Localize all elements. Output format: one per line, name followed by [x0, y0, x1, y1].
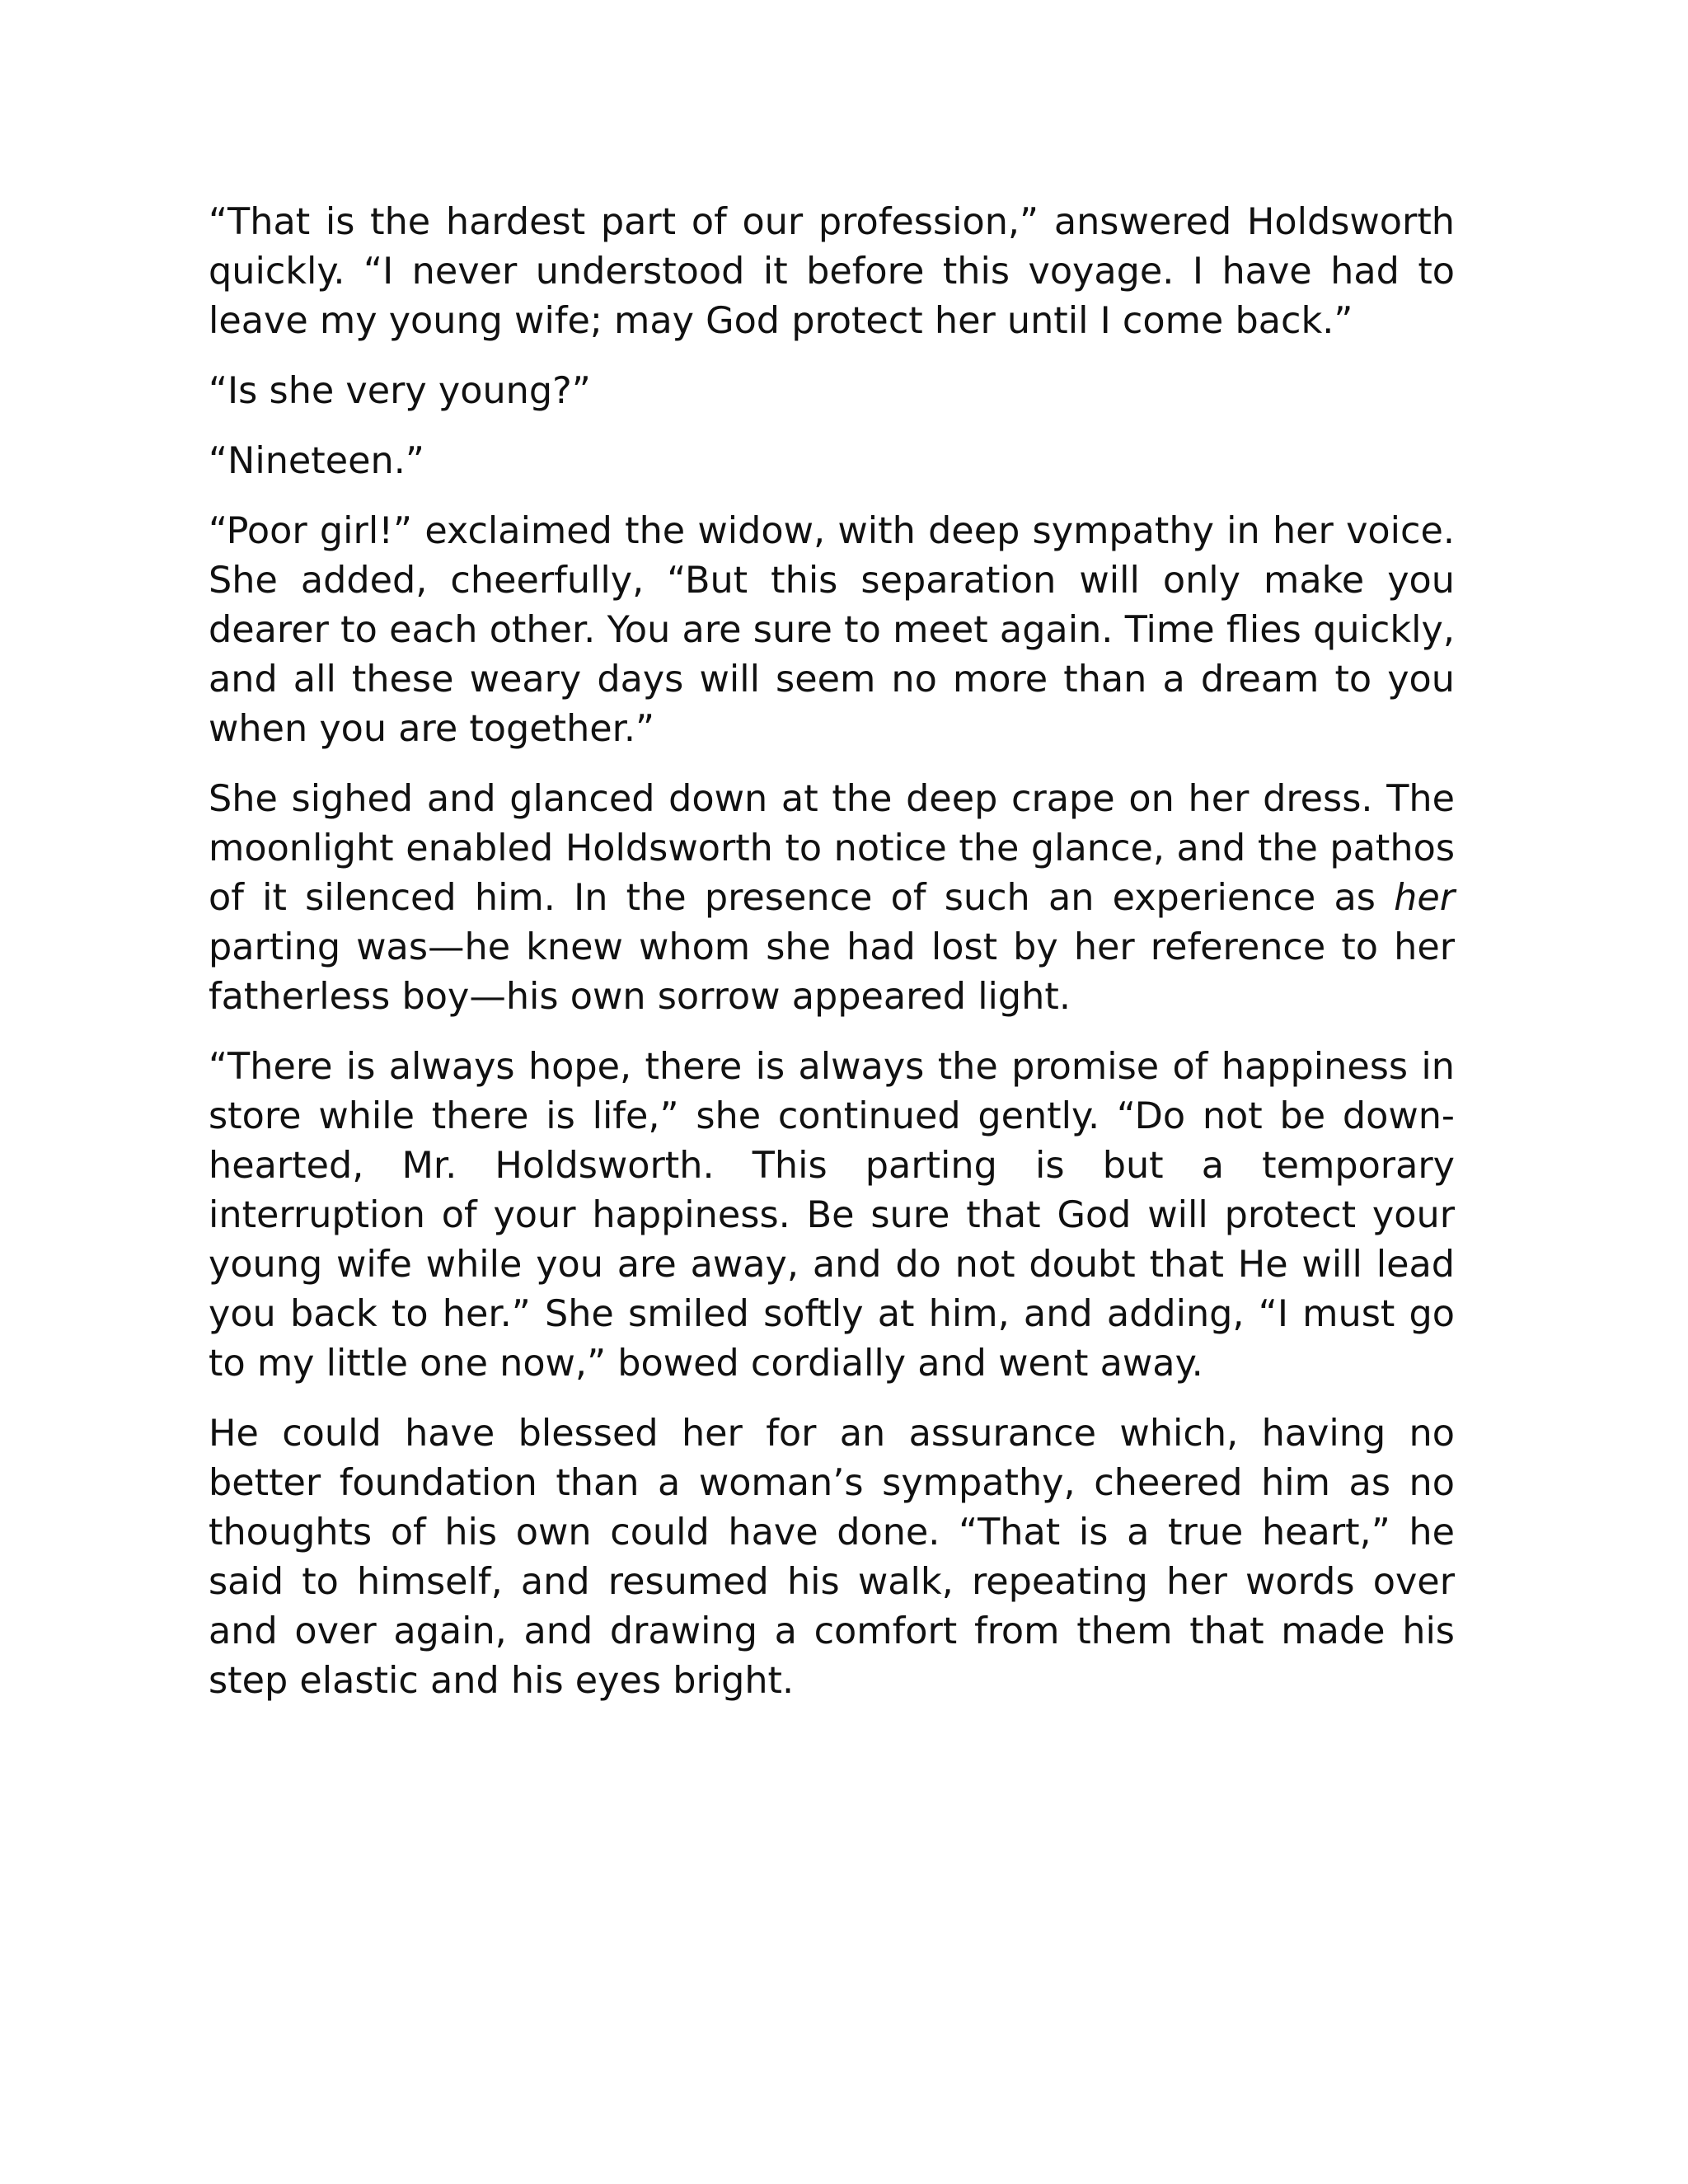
- paragraph: “There is always hope, there is always the promise of happiness in store while there is life,” she continued gently. “Do not be down-hearted, Mr. Holdsworth. This parting is but a temporary interruption of your happiness. Be sure that God will protect your young wife while you are away, and do not doubt that He will lead you back to her.” She smiled softly at him, and adding, “I must go to my little one now,” bowed cordially and went away.: [209, 1046, 1455, 1385]
- body-text: [209, 198, 1455, 1727]
- paragraph: “Poor girl!” exclaimed the widow, with deep sympathy in her voice. She added, cheerfully, “But this separation will only make you dearer to each other. You are sure to meet again. Time flies quickly, and all these weary days will seem no more than a dream to you when you are together.”: [209, 510, 1455, 750]
- paragraph-text-before: She sighed and glanced down at the deep crape on her dress. The moonlight enabled Holdsworth to notice the glance, and the pathos of it silenced him. In the presence of such an experience as: [209, 778, 1455, 919]
- paragraph: “Nineteen.”: [209, 440, 424, 482]
- paragraph: “Is she very young?”: [209, 370, 591, 412]
- paragraph: “That is the hardest part of our profession,” answered Holdsworth quickly. “I never understood it before this voyage. I have had to leave my young wife; may God protect her until I come back.”: [209, 201, 1455, 342]
- paragraph-text-after: parting was—he knew whom she had lost by her reference to her fatherless boy—his own sorrow appeared light.: [209, 926, 1455, 1018]
- paragraph: He could have blessed her for an assurance which, having no better foundation than a woman’s sympathy, cheered him as no thoughts of his own could have done. “That is a true heart,” he said to himself, and resumed his walk, repeating her words over and over again, and drawing a comfort from them that made his step elastic and his eyes bright.: [209, 1413, 1455, 1702]
- emphasized-word: her: [1394, 877, 1455, 919]
- paragraph-with-emphasis: [209, 775, 1455, 1022]
